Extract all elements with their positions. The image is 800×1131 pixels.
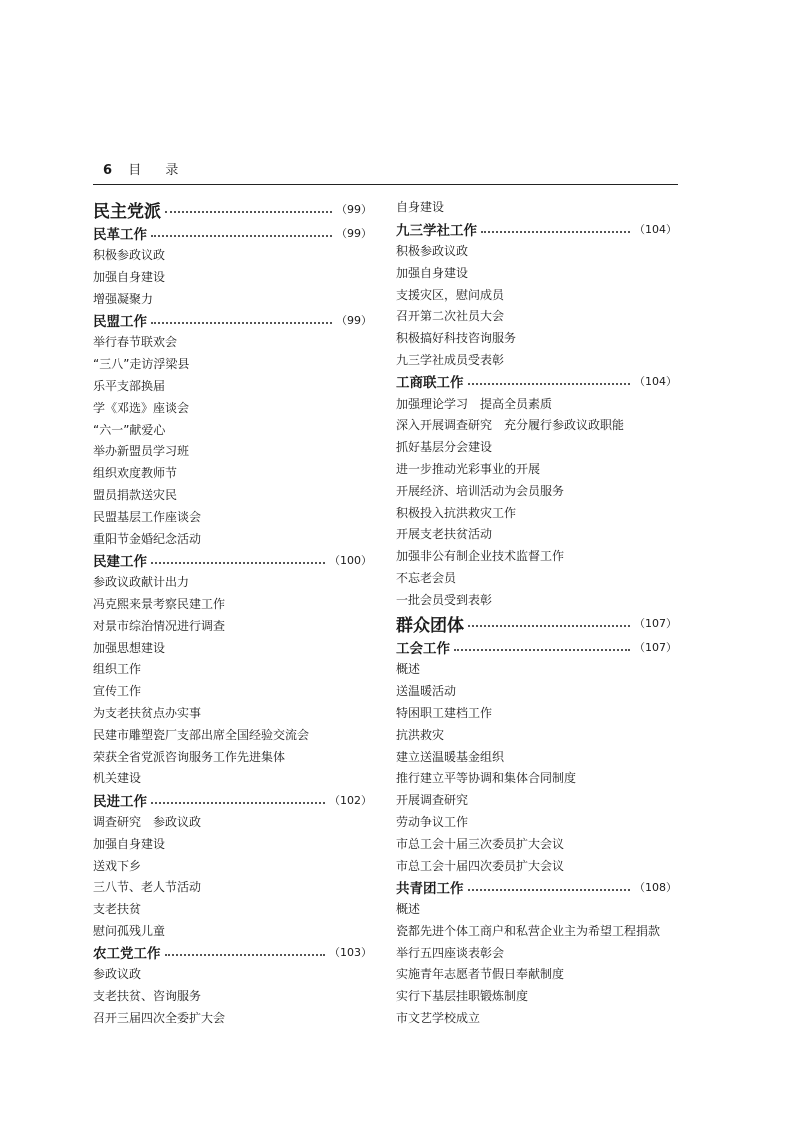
toc-entry	[396, 196, 677, 218]
dot-leader	[151, 802, 325, 804]
dot-leader	[468, 383, 631, 385]
dot-leader	[468, 625, 630, 627]
dot-leader	[151, 562, 325, 564]
toc-entry-title: 群众团体	[396, 615, 464, 636]
toc-entry	[396, 436, 677, 458]
dot-leader	[454, 649, 630, 651]
toc-entry	[396, 723, 677, 745]
toc-entry-title: 工会工作	[396, 641, 450, 658]
toc-section-heading	[93, 941, 372, 963]
toc-entry	[396, 545, 677, 567]
toc-entry-title: 实行下基层挂职锻炼制度	[396, 989, 529, 1004]
toc-entry-title: 调查研究 参政议政	[93, 814, 202, 829]
toc-entry	[93, 440, 372, 462]
toc-entry-title: 积极参政议政	[396, 243, 469, 258]
toc-entry-title: 概述	[396, 662, 421, 677]
toc-page-number: （108）	[634, 880, 677, 894]
toc-section-heading	[396, 636, 677, 658]
toc-entry	[93, 876, 372, 898]
toc-entry-title: 瓷都先进个体工商户和私营企业主为希望工程捐款	[396, 923, 661, 938]
toc-entry-title: 宣传工作	[93, 684, 142, 699]
toc-entry-title: 支援灾区，慰问成员	[396, 287, 505, 302]
toc-entry-title: 积极投入抗洪救灾工作	[396, 505, 517, 520]
toc-page-number: （100）	[329, 553, 372, 567]
toc-entry-title: 支老扶贫、咨询服务	[93, 989, 202, 1004]
toc-section-heading	[93, 222, 372, 244]
toc-entry	[93, 353, 372, 375]
toc-entry-title: 实施青年志愿者节假日奉献制度	[396, 967, 565, 982]
toc-entry-title: 加强非公有制企业技术监督工作	[396, 549, 565, 564]
toc-entry-title: 不忘老会员	[396, 570, 457, 585]
toc-entry-title: 市总工会十届三次委员扩大会议	[396, 836, 565, 851]
toc-entry	[93, 658, 372, 680]
toc-page-number: （99）	[336, 314, 372, 328]
dot-leader	[165, 211, 332, 213]
dot-leader	[151, 322, 332, 324]
toc-entry	[396, 658, 677, 680]
toc-entry	[93, 571, 372, 593]
toc-right-column	[396, 196, 677, 1028]
toc-entry-title: 民主党派	[93, 201, 161, 222]
toc-entry-title: 三八节、老人节活动	[93, 880, 202, 895]
toc-entry-title: 组织工作	[93, 662, 142, 677]
toc-entry	[396, 479, 677, 501]
toc-entry	[93, 244, 372, 266]
toc-entry-title: 民盟基层工作座谈会	[93, 509, 202, 524]
toc-entry-title: 共青团工作	[396, 880, 464, 897]
toc-entry-title: 九三学社工作	[396, 222, 477, 239]
toc-entry	[93, 1007, 372, 1029]
page-header-title: 目 录	[128, 163, 189, 178]
toc-entry	[93, 593, 372, 615]
toc-page-number: （99）	[336, 203, 372, 216]
toc-entry	[396, 588, 677, 610]
toc-entry-title: 加强自身建设	[93, 836, 166, 851]
toc-section-heading	[93, 309, 372, 331]
toc-entry-title: 民建工作	[93, 553, 147, 570]
toc-entry-title: “三八”走访浮梁县	[93, 357, 190, 372]
toc-entry	[93, 636, 372, 658]
toc-entry-title: 推行建立平等协调和集体合同制度	[396, 771, 577, 786]
toc-entry-title: 民建市雕塑瓷厂支部出席全国经验交流会	[93, 727, 310, 742]
toc-entry	[396, 305, 677, 327]
toc-entry-title: 机关建设	[93, 771, 142, 786]
toc-entry	[93, 811, 372, 833]
toc-entry-title: 劳动争议工作	[396, 814, 469, 829]
toc-entry	[93, 745, 372, 767]
toc-entry	[396, 941, 677, 963]
dot-leader	[151, 235, 332, 237]
toc-entry	[396, 920, 677, 942]
toc-entry	[396, 680, 677, 702]
toc-entry	[93, 702, 372, 724]
toc-entry-title: 冯克熙来景考察民建工作	[93, 596, 226, 611]
toc-entry	[93, 418, 372, 440]
toc-entry	[396, 501, 677, 523]
toc-entry	[93, 832, 372, 854]
toc-page-number: （103）	[329, 946, 372, 960]
toc-entry	[396, 985, 677, 1007]
toc-entry-title: 民盟工作	[93, 314, 147, 331]
toc-entry-title: 慰问孤残儿童	[93, 923, 166, 938]
toc-entry-title: 举办新盟员学习班	[93, 444, 190, 459]
toc-entry	[93, 375, 372, 397]
toc-entry-title: 举行五四座谈表彰会	[396, 945, 505, 960]
toc-entry-title: 重阳节金婚纪念活动	[93, 531, 202, 546]
toc-entry	[396, 392, 677, 414]
toc-entry	[396, 702, 677, 724]
toc-part-heading	[93, 196, 372, 222]
toc-section-heading	[396, 218, 677, 240]
toc-entry	[93, 527, 372, 549]
toc-entry-title: 送戏下乡	[93, 858, 142, 873]
toc-entry	[396, 898, 677, 920]
toc-entry-title: 盟员捐款送灾民	[93, 487, 178, 502]
toc-part-heading	[396, 610, 677, 636]
toc-entry	[396, 745, 677, 767]
toc-entry	[93, 287, 372, 309]
toc-entry	[396, 1007, 677, 1029]
toc-entry-title: 抗洪救灾	[396, 727, 445, 742]
dot-leader	[468, 889, 631, 891]
toc-entry	[93, 985, 372, 1007]
toc-entry-title: 加强自身建设	[396, 265, 469, 280]
toc-entry-title: 召开第二次社员大会	[396, 309, 505, 324]
toc-entry-title: 市文艺学校成立	[396, 1011, 481, 1026]
toc-entry	[93, 266, 372, 288]
toc-entry-title: 建立送温暖基金组织	[396, 749, 505, 764]
toc-page-number: （107）	[634, 617, 677, 631]
toc-entry-title: 加强理论学习 提高全员素质	[396, 396, 553, 411]
toc-entry	[396, 414, 677, 436]
toc-entry-title: 积极参政议政	[93, 248, 166, 263]
toc-page-number: （104）	[634, 222, 677, 236]
toc-entry-title: 召开三届四次全委扩大会	[93, 1011, 226, 1026]
toc-entry-title: “六一”献爱心	[93, 422, 166, 437]
toc-entry	[93, 462, 372, 484]
toc-page-number: （107）	[634, 641, 677, 655]
toc-entry	[93, 723, 372, 745]
toc-entry-title: 积极搞好科技咨询服务	[396, 331, 517, 346]
toc-entry-title: 学《邓选》座谈会	[93, 400, 190, 415]
page-number: 6	[103, 163, 113, 178]
page-header	[93, 160, 678, 185]
dot-leader	[481, 231, 630, 233]
toc-entry-title: 参政议政献计出力	[93, 575, 190, 590]
toc-entry-title: 组织欢度教师节	[93, 466, 178, 481]
toc-entry-title: 概述	[396, 902, 421, 917]
toc-entry	[396, 261, 677, 283]
toc-entry-title: 深入开展调查研究 充分履行参政议政职能	[396, 418, 625, 433]
toc-entry	[396, 523, 677, 545]
toc-entry-title: 自身建设	[396, 200, 445, 215]
toc-entry-title: 进一步推动光彩事业的开展	[396, 461, 541, 476]
toc-entry-title: 荣获全省党派咨询服务工作先进集体	[93, 749, 286, 764]
toc-entry	[93, 963, 372, 985]
toc-entry	[93, 680, 372, 702]
toc-entry	[396, 811, 677, 833]
toc-entry-title: 支老扶贫	[93, 902, 142, 917]
toc-entry-title: 加强自身建设	[93, 269, 166, 284]
toc-page-number: （102）	[329, 793, 372, 807]
toc-section-heading	[93, 549, 372, 571]
toc-entry	[93, 920, 372, 942]
toc-entry	[93, 767, 372, 789]
toc-entry	[93, 854, 372, 876]
toc-entry-title: 民革工作	[93, 226, 147, 243]
toc-entry	[396, 832, 677, 854]
toc-entry	[396, 349, 677, 371]
toc-entry	[396, 963, 677, 985]
toc-entry-title: 工商联工作	[396, 375, 464, 392]
toc-entry-title: 开展经济、培训活动为会员服务	[396, 483, 565, 498]
toc-entry	[396, 789, 677, 811]
toc-entry-title: 参政议政	[93, 967, 142, 982]
toc-entry-title: 抓好基层分会建设	[396, 440, 493, 455]
toc-entry-title: 特困职工建档工作	[396, 705, 493, 720]
toc-page-number: （99）	[336, 226, 372, 240]
toc-entry	[396, 567, 677, 589]
toc-section-heading	[396, 876, 677, 898]
toc-entry-title: 加强思想建设	[93, 640, 166, 655]
toc-left-column	[93, 196, 372, 1028]
toc-entry-title: 市总工会十届四次委员扩大会议	[396, 858, 565, 873]
toc-entry-title: 农工党工作	[93, 946, 161, 963]
toc-entry	[396, 240, 677, 262]
toc-entry	[93, 484, 372, 506]
toc-entry	[396, 854, 677, 876]
toc-entry-title: 九三学社成员受表彰	[396, 352, 505, 367]
toc-entry-title: 举行春节联欢会	[93, 335, 178, 350]
toc-entry	[396, 767, 677, 789]
toc-entry-title: 增强凝聚力	[93, 291, 154, 306]
dot-leader	[165, 954, 326, 956]
toc-entry-title: 开展调查研究	[396, 793, 469, 808]
toc-entry-title: 送温暖活动	[396, 684, 457, 699]
toc-entry	[396, 458, 677, 480]
toc-entry-title: 乐平支部换届	[93, 378, 166, 393]
toc-entry	[93, 614, 372, 636]
toc-entry	[93, 331, 372, 353]
toc-entry	[93, 505, 372, 527]
toc-entry-title: 为支老扶贫点办实事	[93, 705, 202, 720]
toc-entry	[396, 283, 677, 305]
toc-section-heading	[396, 370, 677, 392]
toc-entry-title: 对景市综治情况进行调查	[93, 618, 226, 633]
toc-entry-title: 开展支老扶贫活动	[396, 527, 493, 542]
toc-entry-title: 一批会员受到表彰	[396, 592, 493, 607]
toc-entry	[396, 327, 677, 349]
toc-page-number: （104）	[634, 375, 677, 389]
toc-entry	[93, 396, 372, 418]
toc-entry	[93, 898, 372, 920]
toc-section-heading	[93, 789, 372, 811]
toc-entry-title: 民进工作	[93, 793, 147, 810]
